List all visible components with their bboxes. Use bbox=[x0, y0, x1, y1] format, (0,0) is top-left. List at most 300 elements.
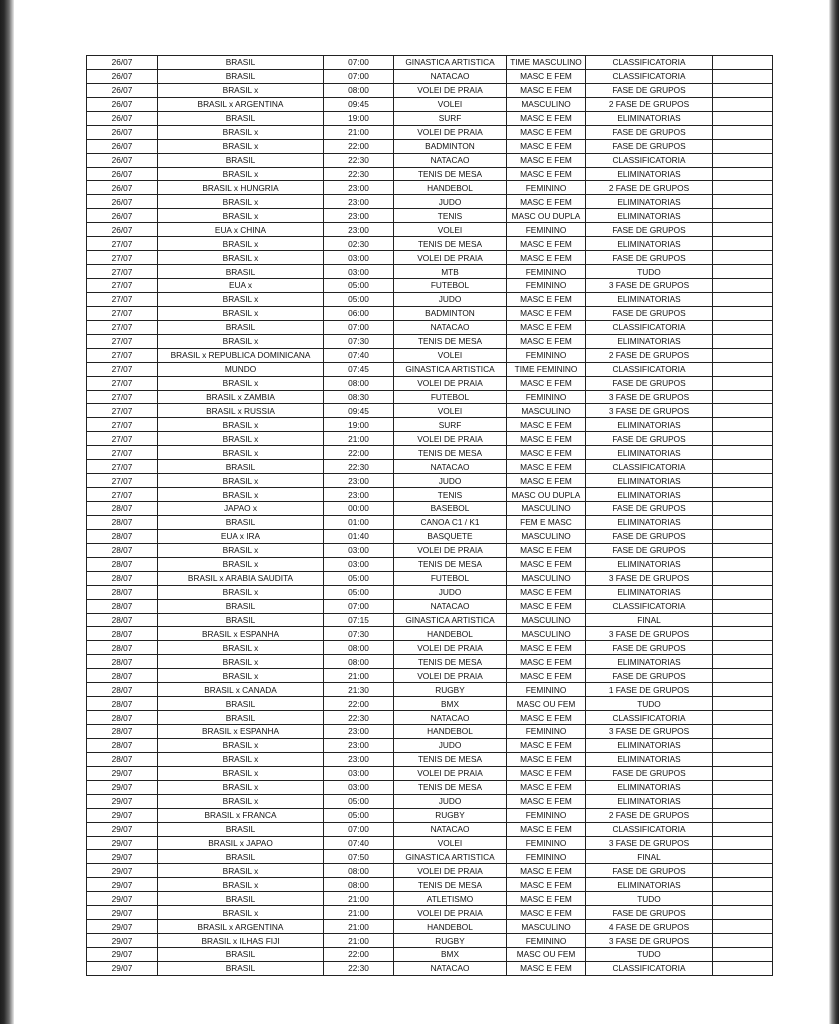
phase-cell: FASE DE GRUPOS bbox=[586, 669, 713, 683]
empty-cell bbox=[713, 738, 773, 752]
date-cell: 28/07 bbox=[87, 613, 158, 627]
phase-cell: 3 FASE DE GRUPOS bbox=[586, 404, 713, 418]
category-cell: MASC E FEM bbox=[507, 738, 586, 752]
phase-cell: FASE DE GRUPOS bbox=[586, 139, 713, 153]
date-cell: 29/07 bbox=[87, 822, 158, 836]
table-row bbox=[87, 711, 773, 725]
phase-cell: FASE DE GRUPOS bbox=[586, 251, 713, 265]
table-row bbox=[87, 766, 773, 780]
empty-cell bbox=[713, 292, 773, 306]
category-cell: MASCULINO bbox=[507, 613, 586, 627]
category-cell: MASC OU DUPLA bbox=[507, 488, 586, 502]
date-cell: 27/07 bbox=[87, 348, 158, 362]
table-row bbox=[87, 56, 773, 70]
teams-cell: BRASIL x bbox=[158, 139, 324, 153]
time-cell: 23:00 bbox=[324, 738, 394, 752]
table-row bbox=[87, 557, 773, 571]
date-cell: 28/07 bbox=[87, 529, 158, 543]
teams-cell: BRASIL x bbox=[158, 195, 324, 209]
phase-cell: FASE DE GRUPOS bbox=[586, 529, 713, 543]
empty-cell bbox=[713, 725, 773, 739]
time-cell: 03:00 bbox=[324, 780, 394, 794]
table-row bbox=[87, 209, 773, 223]
sport-cell: NATACAO bbox=[394, 961, 507, 975]
date-cell: 27/07 bbox=[87, 460, 158, 474]
sport-cell: VOLEI bbox=[394, 97, 507, 111]
category-cell: MASC E FEM bbox=[507, 766, 586, 780]
table-row bbox=[87, 599, 773, 613]
category-cell: MASC E FEM bbox=[507, 306, 586, 320]
teams-cell: BRASIL bbox=[158, 111, 324, 125]
teams-cell: BRASIL bbox=[158, 153, 324, 167]
date-cell: 28/07 bbox=[87, 711, 158, 725]
category-cell: MASC E FEM bbox=[507, 892, 586, 906]
date-cell: 26/07 bbox=[87, 195, 158, 209]
date-cell: 29/07 bbox=[87, 934, 158, 948]
date-cell: 29/07 bbox=[87, 850, 158, 864]
time-cell: 07:30 bbox=[324, 334, 394, 348]
sport-cell: CANOA C1 / K1 bbox=[394, 515, 507, 529]
empty-cell bbox=[713, 167, 773, 181]
table-row bbox=[87, 627, 773, 641]
table-row bbox=[87, 780, 773, 794]
empty-cell bbox=[713, 655, 773, 669]
teams-cell: BRASIL bbox=[158, 515, 324, 529]
category-cell: MASCULINO bbox=[507, 404, 586, 418]
table-row bbox=[87, 683, 773, 697]
time-cell: 07:00 bbox=[324, 69, 394, 83]
date-cell: 27/07 bbox=[87, 376, 158, 390]
empty-cell bbox=[713, 627, 773, 641]
phase-cell: TUDO bbox=[586, 892, 713, 906]
sport-cell: BADMINTON bbox=[394, 139, 507, 153]
sport-cell: TENIS DE MESA bbox=[394, 878, 507, 892]
teams-cell: BRASIL x bbox=[158, 641, 324, 655]
category-cell: MASC E FEM bbox=[507, 153, 586, 167]
category-cell: MASCULINO bbox=[507, 529, 586, 543]
empty-cell bbox=[713, 404, 773, 418]
sport-cell: NATACAO bbox=[394, 711, 507, 725]
table-row bbox=[87, 153, 773, 167]
category-cell: FEMININO bbox=[507, 181, 586, 195]
sport-cell: TENIS DE MESA bbox=[394, 655, 507, 669]
teams-cell: BRASIL x bbox=[158, 543, 324, 557]
sport-cell: BASQUETE bbox=[394, 529, 507, 543]
table-row bbox=[87, 794, 773, 808]
date-cell: 29/07 bbox=[87, 920, 158, 934]
empty-cell bbox=[713, 683, 773, 697]
time-cell: 07:00 bbox=[324, 56, 394, 70]
teams-cell: BRASIL x bbox=[158, 794, 324, 808]
empty-cell bbox=[713, 669, 773, 683]
sport-cell: VOLEI DE PRAIA bbox=[394, 251, 507, 265]
phase-cell: 3 FASE DE GRUPOS bbox=[586, 390, 713, 404]
time-cell: 03:00 bbox=[324, 543, 394, 557]
teams-cell: EUA x bbox=[158, 279, 324, 293]
phase-cell: CLASSIFICATORIA bbox=[586, 711, 713, 725]
sport-cell: VOLEI bbox=[394, 348, 507, 362]
empty-cell bbox=[713, 460, 773, 474]
time-cell: 23:00 bbox=[324, 488, 394, 502]
sport-cell: SURF bbox=[394, 111, 507, 125]
sport-cell: TENIS DE MESA bbox=[394, 237, 507, 251]
table-row bbox=[87, 669, 773, 683]
time-cell: 23:00 bbox=[324, 752, 394, 766]
phase-cell: FASE DE GRUPOS bbox=[586, 906, 713, 920]
empty-cell bbox=[713, 822, 773, 836]
sport-cell: TENIS bbox=[394, 488, 507, 502]
table-row bbox=[87, 167, 773, 181]
time-cell: 06:00 bbox=[324, 306, 394, 320]
empty-cell bbox=[713, 948, 773, 962]
category-cell: MASC E FEM bbox=[507, 334, 586, 348]
empty-cell bbox=[713, 306, 773, 320]
time-cell: 01:40 bbox=[324, 529, 394, 543]
category-cell: MASC E FEM bbox=[507, 752, 586, 766]
phase-cell: 4 FASE DE GRUPOS bbox=[586, 920, 713, 934]
table-row bbox=[87, 808, 773, 822]
table-row bbox=[87, 752, 773, 766]
category-cell: MASC E FEM bbox=[507, 83, 586, 97]
table-row bbox=[87, 362, 773, 376]
sport-cell: RUGBY bbox=[394, 683, 507, 697]
phase-cell: 3 FASE DE GRUPOS bbox=[586, 627, 713, 641]
date-cell: 26/07 bbox=[87, 56, 158, 70]
phase-cell: ELIMINATORIAS bbox=[586, 418, 713, 432]
empty-cell bbox=[713, 766, 773, 780]
date-cell: 26/07 bbox=[87, 111, 158, 125]
date-cell: 27/07 bbox=[87, 390, 158, 404]
table-row bbox=[87, 641, 773, 655]
sport-cell: ATLETISMO bbox=[394, 892, 507, 906]
schedule-table bbox=[86, 55, 773, 976]
sport-cell: TENIS DE MESA bbox=[394, 446, 507, 460]
teams-cell: BRASIL x bbox=[158, 292, 324, 306]
sport-cell: VOLEI DE PRAIA bbox=[394, 641, 507, 655]
sport-cell: JUDO bbox=[394, 474, 507, 488]
empty-cell bbox=[713, 557, 773, 571]
teams-cell: EUA x IRA bbox=[158, 529, 324, 543]
category-cell: MASC E FEM bbox=[507, 822, 586, 836]
date-cell: 28/07 bbox=[87, 515, 158, 529]
time-cell: 09:45 bbox=[324, 404, 394, 418]
phase-cell: ELIMINATORIAS bbox=[586, 237, 713, 251]
empty-cell bbox=[713, 850, 773, 864]
phase-cell: CLASSIFICATORIA bbox=[586, 460, 713, 474]
table-row bbox=[87, 404, 773, 418]
table-row bbox=[87, 697, 773, 711]
table-row bbox=[87, 97, 773, 111]
table-row bbox=[87, 306, 773, 320]
time-cell: 02:30 bbox=[324, 237, 394, 251]
phase-cell: ELIMINATORIAS bbox=[586, 557, 713, 571]
sport-cell: RUGBY bbox=[394, 934, 507, 948]
teams-cell: BRASIL x bbox=[158, 655, 324, 669]
teams-cell: BRASIL x JAPAO bbox=[158, 836, 324, 850]
empty-cell bbox=[713, 711, 773, 725]
time-cell: 21:00 bbox=[324, 934, 394, 948]
date-cell: 27/07 bbox=[87, 488, 158, 502]
date-cell: 27/07 bbox=[87, 474, 158, 488]
teams-cell: BRASIL x RUSSIA bbox=[158, 404, 324, 418]
sport-cell: HANDEBOL bbox=[394, 627, 507, 641]
table-row bbox=[87, 237, 773, 251]
time-cell: 08:00 bbox=[324, 376, 394, 390]
sport-cell: BMX bbox=[394, 697, 507, 711]
time-cell: 21:30 bbox=[324, 683, 394, 697]
sport-cell: NATACAO bbox=[394, 460, 507, 474]
teams-cell: BRASIL bbox=[158, 320, 324, 334]
date-cell: 29/07 bbox=[87, 906, 158, 920]
phase-cell: 3 FASE DE GRUPOS bbox=[586, 725, 713, 739]
empty-cell bbox=[713, 641, 773, 655]
category-cell: MASC E FEM bbox=[507, 376, 586, 390]
phase-cell: ELIMINATORIAS bbox=[586, 752, 713, 766]
phase-cell: ELIMINATORIAS bbox=[586, 738, 713, 752]
date-cell: 27/07 bbox=[87, 292, 158, 306]
date-cell: 29/07 bbox=[87, 948, 158, 962]
teams-cell: BRASIL x bbox=[158, 334, 324, 348]
empty-cell bbox=[713, 878, 773, 892]
time-cell: 03:00 bbox=[324, 251, 394, 265]
category-cell: MASC E FEM bbox=[507, 557, 586, 571]
teams-cell: BRASIL x bbox=[158, 557, 324, 571]
table-row bbox=[87, 543, 773, 557]
sport-cell: HANDEBOL bbox=[394, 181, 507, 195]
empty-cell bbox=[713, 251, 773, 265]
empty-cell bbox=[713, 613, 773, 627]
phase-cell: FASE DE GRUPOS bbox=[586, 376, 713, 390]
sport-cell: TENIS DE MESA bbox=[394, 557, 507, 571]
empty-cell bbox=[713, 752, 773, 766]
phase-cell: ELIMINATORIAS bbox=[586, 474, 713, 488]
date-cell: 26/07 bbox=[87, 97, 158, 111]
teams-cell: BRASIL x ARGENTINA bbox=[158, 920, 324, 934]
empty-cell bbox=[713, 390, 773, 404]
sport-cell: VOLEI DE PRAIA bbox=[394, 376, 507, 390]
sport-cell: BADMINTON bbox=[394, 306, 507, 320]
phase-cell: ELIMINATORIAS bbox=[586, 655, 713, 669]
teams-cell: JAPAO x bbox=[158, 502, 324, 516]
teams-cell: BRASIL x ESPANHA bbox=[158, 627, 324, 641]
teams-cell: BRASIL bbox=[158, 711, 324, 725]
date-cell: 28/07 bbox=[87, 571, 158, 585]
phase-cell: 2 FASE DE GRUPOS bbox=[586, 97, 713, 111]
table-row bbox=[87, 836, 773, 850]
table-row bbox=[87, 502, 773, 516]
sport-cell: SURF bbox=[394, 418, 507, 432]
category-cell: FEMININO bbox=[507, 934, 586, 948]
category-cell: MASC E FEM bbox=[507, 237, 586, 251]
empty-cell bbox=[713, 265, 773, 279]
empty-cell bbox=[713, 892, 773, 906]
table-row bbox=[87, 822, 773, 836]
category-cell: MASC E FEM bbox=[507, 669, 586, 683]
date-cell: 28/07 bbox=[87, 641, 158, 655]
empty-cell bbox=[713, 529, 773, 543]
date-cell: 28/07 bbox=[87, 627, 158, 641]
table-row bbox=[87, 488, 773, 502]
phase-cell: ELIMINATORIAS bbox=[586, 878, 713, 892]
sport-cell: TENIS DE MESA bbox=[394, 334, 507, 348]
sport-cell: GINASTICA ARTISTICA bbox=[394, 850, 507, 864]
teams-cell: BRASIL x bbox=[158, 432, 324, 446]
empty-cell bbox=[713, 446, 773, 460]
teams-cell: BRASIL x HUNGRIA bbox=[158, 181, 324, 195]
category-cell: MASC OU DUPLA bbox=[507, 209, 586, 223]
phase-cell: 3 FASE DE GRUPOS bbox=[586, 836, 713, 850]
category-cell: FEMININO bbox=[507, 279, 586, 293]
category-cell: TIME FEMININO bbox=[507, 362, 586, 376]
empty-cell bbox=[713, 153, 773, 167]
category-cell: MASC E FEM bbox=[507, 195, 586, 209]
category-cell: MASC E FEM bbox=[507, 320, 586, 334]
time-cell: 07:30 bbox=[324, 627, 394, 641]
empty-cell bbox=[713, 139, 773, 153]
table-row bbox=[87, 279, 773, 293]
category-cell: MASC E FEM bbox=[507, 878, 586, 892]
time-cell: 05:00 bbox=[324, 571, 394, 585]
teams-cell: BRASIL x ILHAS FIJI bbox=[158, 934, 324, 948]
category-cell: MASC OU FEM bbox=[507, 948, 586, 962]
teams-cell: BRASIL x bbox=[158, 488, 324, 502]
phase-cell: FASE DE GRUPOS bbox=[586, 223, 713, 237]
phase-cell: 3 FASE DE GRUPOS bbox=[586, 934, 713, 948]
category-cell: MASC E FEM bbox=[507, 780, 586, 794]
teams-cell: BRASIL bbox=[158, 948, 324, 962]
schedule-body bbox=[87, 56, 773, 976]
empty-cell bbox=[713, 864, 773, 878]
category-cell: MASC E FEM bbox=[507, 794, 586, 808]
date-cell: 27/07 bbox=[87, 418, 158, 432]
phase-cell: FASE DE GRUPOS bbox=[586, 432, 713, 446]
teams-cell: BRASIL x bbox=[158, 864, 324, 878]
table-row bbox=[87, 195, 773, 209]
time-cell: 08:00 bbox=[324, 878, 394, 892]
time-cell: 08:00 bbox=[324, 83, 394, 97]
phase-cell: CLASSIFICATORIA bbox=[586, 320, 713, 334]
time-cell: 22:00 bbox=[324, 139, 394, 153]
date-cell: 27/07 bbox=[87, 446, 158, 460]
teams-cell: BRASIL x ARGENTINA bbox=[158, 97, 324, 111]
teams-cell: BRASIL x bbox=[158, 780, 324, 794]
category-cell: MASCULINO bbox=[507, 502, 586, 516]
empty-cell bbox=[713, 585, 773, 599]
time-cell: 19:00 bbox=[324, 418, 394, 432]
category-cell: MASC OU FEM bbox=[507, 697, 586, 711]
time-cell: 00:00 bbox=[324, 502, 394, 516]
time-cell: 07:50 bbox=[324, 850, 394, 864]
sport-cell: TENIS DE MESA bbox=[394, 167, 507, 181]
teams-cell: BRASIL bbox=[158, 265, 324, 279]
category-cell: MASC E FEM bbox=[507, 961, 586, 975]
teams-cell: BRASIL x bbox=[158, 237, 324, 251]
phase-cell: ELIMINATORIAS bbox=[586, 446, 713, 460]
empty-cell bbox=[713, 334, 773, 348]
phase-cell: ELIMINATORIAS bbox=[586, 111, 713, 125]
table-row bbox=[87, 655, 773, 669]
empty-cell bbox=[713, 808, 773, 822]
empty-cell bbox=[713, 543, 773, 557]
category-cell: MASC E FEM bbox=[507, 599, 586, 613]
empty-cell bbox=[713, 181, 773, 195]
empty-cell bbox=[713, 209, 773, 223]
sport-cell: TENIS DE MESA bbox=[394, 780, 507, 794]
category-cell: MASCULINO bbox=[507, 571, 586, 585]
page-shadow-right bbox=[829, 0, 839, 1024]
phase-cell: FASE DE GRUPOS bbox=[586, 641, 713, 655]
teams-cell: BRASIL x bbox=[158, 446, 324, 460]
category-cell: FEMININO bbox=[507, 265, 586, 279]
page-shadow-left bbox=[0, 0, 14, 1024]
category-cell: FEMININO bbox=[507, 836, 586, 850]
teams-cell: BRASIL bbox=[158, 599, 324, 613]
phase-cell: ELIMINATORIAS bbox=[586, 794, 713, 808]
empty-cell bbox=[713, 836, 773, 850]
time-cell: 23:00 bbox=[324, 209, 394, 223]
teams-cell: BRASIL x bbox=[158, 306, 324, 320]
table-row bbox=[87, 961, 773, 975]
date-cell: 29/07 bbox=[87, 864, 158, 878]
table-row bbox=[87, 585, 773, 599]
empty-cell bbox=[713, 223, 773, 237]
category-cell: MASC E FEM bbox=[507, 655, 586, 669]
sport-cell: VOLEI DE PRAIA bbox=[394, 432, 507, 446]
time-cell: 05:00 bbox=[324, 808, 394, 822]
category-cell: MASC E FEM bbox=[507, 641, 586, 655]
time-cell: 21:00 bbox=[324, 892, 394, 906]
teams-cell: BRASIL x bbox=[158, 125, 324, 139]
date-cell: 26/07 bbox=[87, 167, 158, 181]
table-row bbox=[87, 460, 773, 474]
time-cell: 03:00 bbox=[324, 265, 394, 279]
phase-cell: ELIMINATORIAS bbox=[586, 515, 713, 529]
empty-cell bbox=[713, 474, 773, 488]
phase-cell: ELIMINATORIAS bbox=[586, 195, 713, 209]
phase-cell: FASE DE GRUPOS bbox=[586, 125, 713, 139]
phase-cell: TUDO bbox=[586, 948, 713, 962]
time-cell: 08:30 bbox=[324, 390, 394, 404]
sport-cell: VOLEI DE PRAIA bbox=[394, 83, 507, 97]
empty-cell bbox=[713, 83, 773, 97]
date-cell: 26/07 bbox=[87, 153, 158, 167]
category-cell: MASC E FEM bbox=[507, 139, 586, 153]
time-cell: 23:00 bbox=[324, 181, 394, 195]
category-cell: MASC E FEM bbox=[507, 292, 586, 306]
category-cell: MASC E FEM bbox=[507, 864, 586, 878]
table-row bbox=[87, 292, 773, 306]
empty-cell bbox=[713, 488, 773, 502]
category-cell: MASC E FEM bbox=[507, 446, 586, 460]
table-row bbox=[87, 920, 773, 934]
phase-cell: 3 FASE DE GRUPOS bbox=[586, 571, 713, 585]
category-cell: MASC E FEM bbox=[507, 543, 586, 557]
phase-cell: FASE DE GRUPOS bbox=[586, 543, 713, 557]
table-row bbox=[87, 223, 773, 237]
time-cell: 07:00 bbox=[324, 599, 394, 613]
time-cell: 22:00 bbox=[324, 948, 394, 962]
date-cell: 29/07 bbox=[87, 892, 158, 906]
time-cell: 22:30 bbox=[324, 961, 394, 975]
time-cell: 23:00 bbox=[324, 223, 394, 237]
phase-cell: CLASSIFICATORIA bbox=[586, 362, 713, 376]
teams-cell: BRASIL x bbox=[158, 766, 324, 780]
category-cell: MASC E FEM bbox=[507, 460, 586, 474]
teams-cell: BRASIL x bbox=[158, 906, 324, 920]
time-cell: 07:15 bbox=[324, 613, 394, 627]
phase-cell: 2 FASE DE GRUPOS bbox=[586, 808, 713, 822]
sport-cell: BMX bbox=[394, 948, 507, 962]
